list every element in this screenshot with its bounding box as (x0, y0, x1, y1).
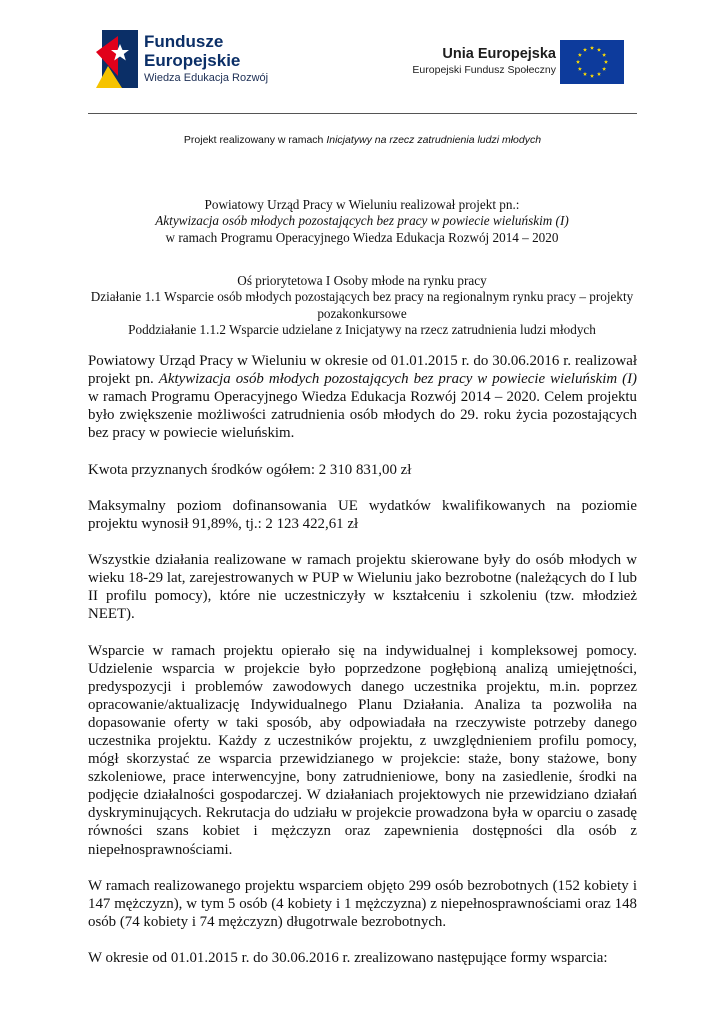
paragraph-cofinancing: Maksymalny poziom dofinansowania UE wydatków kwalifikowanych na poziomie projektu wynosił 91,89%, tj.: 2 123 422,61 zł (88, 497, 637, 532)
header-divider (88, 113, 637, 114)
unia-europejska-logo (404, 38, 628, 88)
fe-logo-line2: Europejskie (144, 51, 241, 70)
fe-flag-icon (96, 30, 138, 88)
fundusze-europejskie-logo (96, 28, 286, 90)
intro-line2: Aktywizacja osób młodych pozostających bez pracy w powiecie wieluńskim (I) (155, 213, 569, 229)
priority-line1: Oś priorytetowa I Osoby młode na rynku pracy (237, 273, 487, 288)
priority-axis-block (80, 273, 644, 338)
paragraph-support-description: Wsparcie w ramach projektu opierało się na indywidualnej i kompleksowej pomocy. Udzielenie wsparcia w projekcie było poprzedzone pogłębioną analizą umiejętności, predyspozycji i problemów zawodowych danego uczestnika projektu, m.in. poprzez opracowanie/aktualizację Indywidualnego Planu Działania. Analiza ta pozwoliła na dopasowanie oferty w taki sposób, aby odpowiadała na rzeczywiste potrzeby danego uczestnika projektu. Każdy z uczestników projektu, z uwzględnieniem profilu pomocy, mógł skorzystać ze wsparcia przewidzianego w projekcie: staże, bony stażowe, bony szkoleniowe, prace interwencyjne, bony zatrudnieniowe, bony na zasiedlenie, środki na podjęcie działalności gospodarczej. W działaniach projektowych nie przewidziano działań dyskryminujących. Rekrutacja do udziału w projekcie prowadzona była w oparciu o zasadę równości szans kobiet i mężczyzn oraz zapewnienia dostępności dla osób z niepełnosprawnościami. (88, 642, 637, 858)
project-note-italic: Inicjatywy na rzecz zatrudnienia ludzi młodych (326, 134, 542, 146)
fe-logo-line1: Fundusze (144, 32, 224, 51)
project-note-prefix: Projekt realizowany w ramach (183, 134, 327, 146)
paragraph-participants: W ramach realizowanego projektu wsparciem objęto 299 osób bezrobotnych (152 kobiety i 147 mężczyzn), w tym 5 osób (4 kobiety i 1 mężczyzna) z niepełnosprawnościami oraz 148 osób (74 kobiety i 74 mężczyzn) długotrwale bezrobotnych. (88, 877, 637, 930)
paragraph-funding-total: Kwota przyznanych środków ogółem: 2 310 831,00 zł (88, 461, 412, 478)
fe-logo-line3: Wiedza Edukacja Rozwój (144, 72, 269, 84)
intro-line1: Powiatowy Urząd Pracy w Wieluniu realizował projekt pn.: (204, 197, 520, 212)
eu-logo-line2: Europejski Fundusz Społeczny (412, 64, 556, 76)
project-intro-block (80, 197, 644, 246)
document-body (88, 352, 637, 967)
priority-line2: Działanie 1.1 Wsparcie osób młodych pozostających bez pracy na regionalnym rynku pracy – projekty pozakonkursowe (90, 289, 634, 321)
intro-line3: w ramach Programu Operacyjnego Wiedza Edukacja Rozwój 2014 – 2020 (165, 229, 559, 245)
project-initiative-note (88, 134, 637, 146)
paragraph-project-summary: Powiatowy Urząd Pracy w Wieluniu w okresie od 01.01.2015 r. do 30.06.2016 r. realizował projekt pn. Aktywizacja osób młodych pozostających bez pracy w powiecie wieluńskim (I) w ramach Programu Operacyjnego Wiedza Edukacja Rozwój 2014 – 2020. Celem projektu było zwiększenie możliwości zatrudnienia osób młodych do 29. roku życia pozostających bez pracy w powiecie wieluńskim. (88, 353, 637, 442)
eu-logo-line1: Unia Europejska (442, 46, 556, 62)
eu-flag-icon (560, 40, 624, 84)
document-header (0, 0, 724, 120)
paragraph-support-forms-intro: W okresie od 01.01.2015 r. do 30.06.2016 r. zrealizowano następujące formy wsparcia: (88, 950, 608, 967)
priority-line3: Poddziałanie 1.1.2 Wsparcie udzielane z Inicjatywy na rzecz zatrudnienia ludzi młodych (128, 321, 596, 337)
paragraph-target-group: Wszystkie działania realizowane w ramach projektu skierowane były do osób młodych w wieku 18-29 lat, zarejestrowanych w PUP w Wieluniu jako bezrobotne (należących do I lub II profilu pomocy), które nie uczestniczyły w kształceniu i szkoleniu (tzw. młodzież NEET). (88, 552, 637, 623)
